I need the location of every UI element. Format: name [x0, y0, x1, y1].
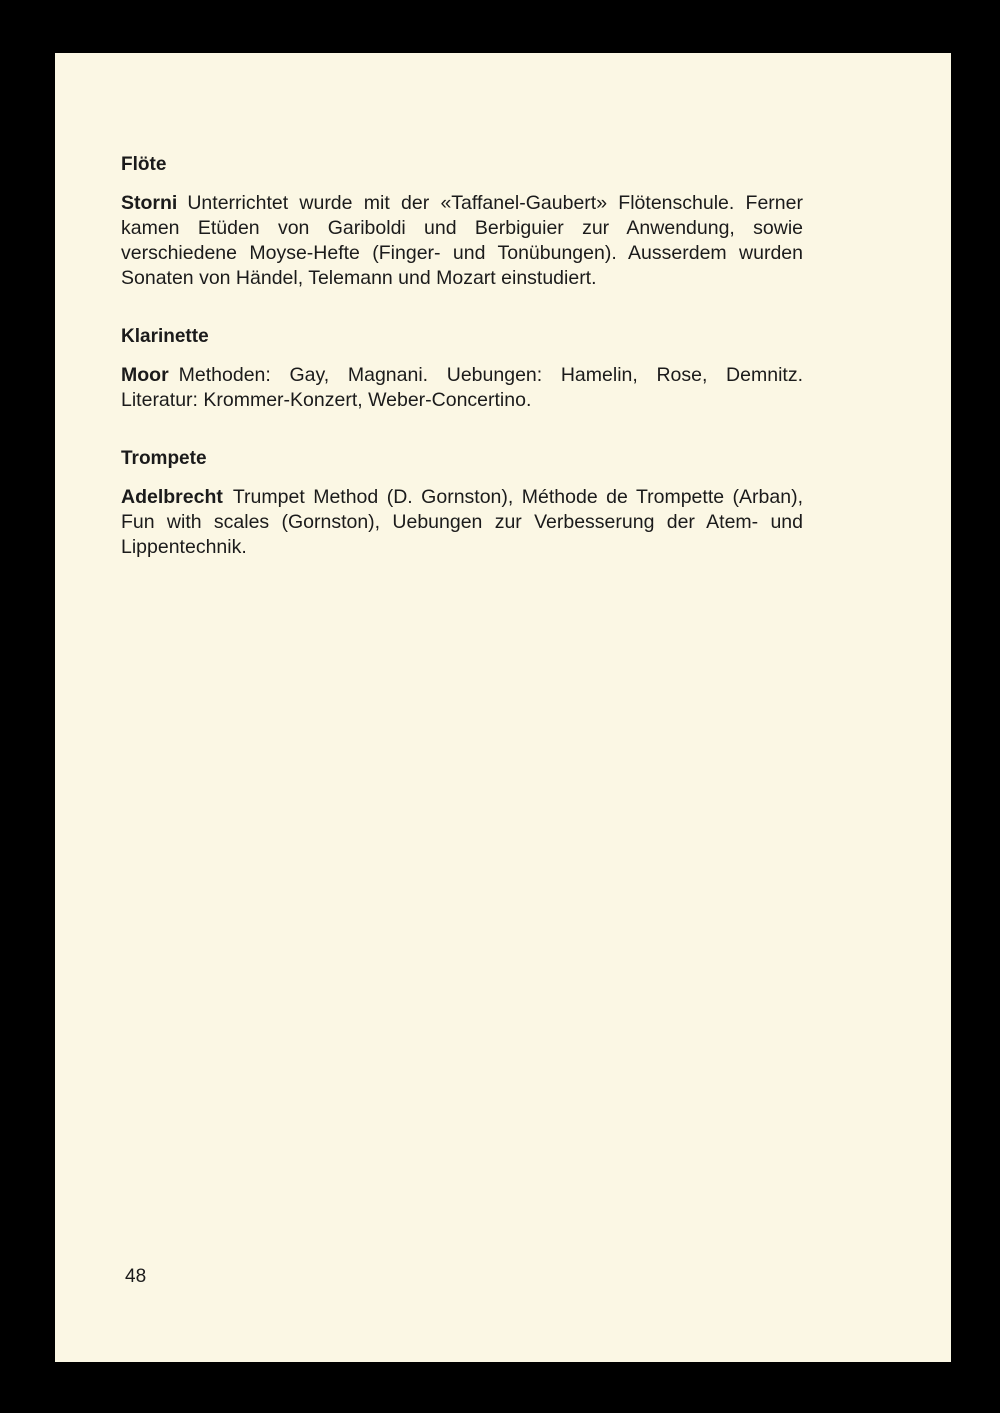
page-content [121, 153, 803, 560]
section-entry [121, 485, 803, 560]
document-page [55, 53, 951, 1362]
section-klarinette [121, 325, 803, 413]
section-entry [121, 363, 803, 413]
section-title: Klarinette [121, 326, 209, 347]
section-floete [121, 153, 803, 291]
teacher-name: Storni [121, 192, 178, 214]
entry-text: Methoden: Gay, Magnani. Uebungen: Hamelin, Rose, Demnitz. Literatur: Krommer-Konzert, Weber-Concertino. [121, 364, 803, 411]
section-entry [121, 191, 803, 291]
section-trompete [121, 447, 803, 560]
teacher-name: Moor [121, 364, 169, 386]
entry-text: Trumpet Method (D. Gornston), Méthode de Trompette (Arban), Fun with scales (Gornston), Uebungen zur Verbesserung der Atem- und Lippentechnik. [121, 486, 803, 558]
section-title: Trompete [121, 448, 207, 469]
teacher-name: Adelbrecht [121, 486, 223, 508]
page-number: 48 [125, 1266, 147, 1287]
section-title: Flöte [121, 154, 167, 175]
entry-text: Unterrichtet wurde mit der «Taffanel-Gaubert» Flötenschule. Ferner kamen Etüden von Gariboldi und Berbiguier zur Anwendung, sowie verschiedene Moyse-Hefte (Finger- und Tonübungen). Ausserdem wurden Sonaten von Händel, Telemann und Mozart einstudiert. [121, 192, 803, 289]
